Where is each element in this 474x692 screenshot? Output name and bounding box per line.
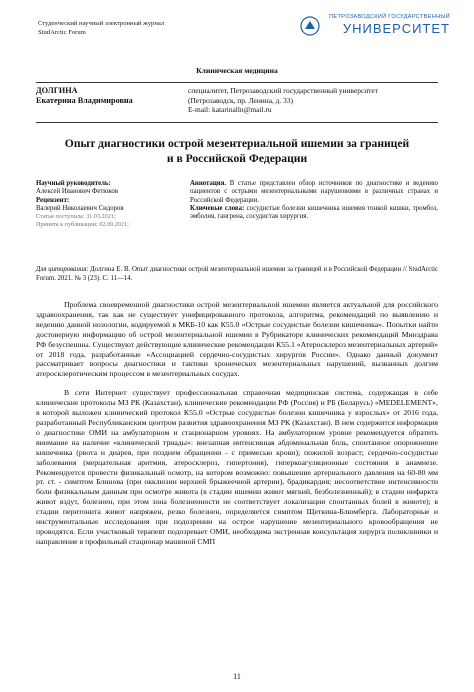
author-surname: ДОЛГИНА <box>36 86 78 95</box>
affiliation-address: (Петрозаводск, пр. Ленина, д. 33) <box>188 95 293 105</box>
reviewer-label: Рецензент: <box>36 196 70 204</box>
journal-name-en: StudArctic Forum <box>38 28 86 36</box>
author-given-name: Екатерина Владимировна <box>36 96 133 105</box>
citation <box>36 266 438 283</box>
affiliation-line: специалитет, Петрозаводский государственный университет <box>188 86 378 95</box>
keywords-label: Ключевые слова: <box>190 204 245 212</box>
reviewer-name: Валерий Николаевич Сидоров <box>36 204 124 212</box>
abstract-label: Аннотация. <box>190 180 227 187</box>
citation-text: : Долгина Е. В. Опыт диагностики острой мезентериальной ишемии за границей и в Российской Федерации // StudArctic Forum. 2021. № 3 (23). С. 11—14. <box>36 266 438 282</box>
author-email[interactable]: E-mail: katarinalln@mail.ru <box>188 105 272 115</box>
abstract-block <box>190 180 438 221</box>
university-emblem-icon <box>300 16 320 36</box>
article-meta <box>36 180 186 230</box>
section-heading: Клиническая медицина <box>196 66 278 75</box>
divider <box>36 82 438 83</box>
logo-top-text: ПЕТРОЗАВОДСКИЙ ГОСУДАРСТВЕННЫЙ <box>329 14 450 20</box>
title-line: и в Российской Федерации <box>166 152 308 165</box>
logo-main-text: УНИВЕРСИТЕТ <box>342 21 450 36</box>
supervisor-label: Научный руководитель: <box>36 180 111 187</box>
page-number: 11 <box>233 672 241 681</box>
accepted-date: Принята к публикации: 02.09.2021; <box>36 221 129 229</box>
paragraph: В сети Интернет существует профессиональная справочная медицинская система, содержащая в себе клинические протоколы МЗ РК (Казахстан), клинические рекомендации РФ (Россия) и РБ (Беларусь) «MEDELEMENT», в которой выложен клинический протокол К55.0 «Острые сосудистые болезни кишечника у взрослых» от 2016 года, разработанный Республиканским центром развития здравоохранения МЗ РК (Казахстан). В нем содержится информация о диагностике ОМИ на амбулаторном и стационарном уровнях. На амбулаторном уровне рекомендуется обратить внимание на наличие «клинической триады»: внезапная интенсивная абдоминальная боль, спонтанное опорожнение кишечника (рвота и диарея, при позднем обращении - с примесью крови); пожилой возраст; сердечно-сосудистые заболевания (мерцательная аритмия, атеросклероз, гипертония), гиперкоагуляционные состояния в анамнезе. Рекомендуется провести физикальный осмотр, на котором возможно: повышение артериального давления на 60-80 мм рт. ст. - симптом Блинова (при окклюзии верхней брыжеечной артерии), брадикардия; несоответствие интенсивности боли физикальным данным при осмотре живота (в стадии ишемии живот мягкий, безболезненный); в стадии инфаркта живот вздут, болезнен, при этом зона болезненности не соответствует локализации спонтанных болей в животе); в стадии перитонита живот напряжен, резко болезнен, определяется симптом Щеткина-Блюмберга. Лабораторные и инструментальные исследования при подозрении на острое нарушение мезентериального кровообращения не проводятся. Если участковый терапевт подозревает ОМИ, необходима экстренная консультация хирурга поликлиники и направление в профильный стационар машиной СМП <box>36 388 438 546</box>
article-title <box>0 136 474 166</box>
journal-header <box>38 20 164 37</box>
university-logo <box>300 14 450 38</box>
supervisor-name: Алексей Иванович Фетюков <box>36 188 118 196</box>
received-date: Статья поступила: 31.03.2021; <box>36 213 116 221</box>
abstract <box>190 180 438 205</box>
keywords <box>190 205 438 222</box>
keywords-text: сосудистые болезни кишечника ишемия тонкой кишки, тромбоз, эмболия, гангрена, сосудистая хирургия. <box>190 204 438 221</box>
paragraph: Проблема своевременной диагностики острой мезентериальной ишемии является актуальной для российского здравоохранения, так как не существует унифицированного протокола, алгоритма, рекомендаций по выявлению и ведению данной нозологии, кодируемой в МКБ-10 как К55.0 «Острые сосудистые болезни кишечника». Попытки найти достоверную информацию об острой мезентериальной ишемии в Рубрикаторе клинических рекомендаций Минздрава РФ безуспешны. Существуют действующие клинические рекомендации К55.1 «Атеросклероз мезентериальных артерий» от 2018 года, разработанные «Ассоциацией сердечно-сосудистых хирургов России». Однако данный документ рассматривает вопросы диагностики и тактики хронических мезентериальных нарушений, вызванных долгим атеросклеротическим процессом в мезентериальных сосудах. <box>36 300 438 379</box>
citation-label: Для цитирования <box>36 266 87 273</box>
author-name <box>36 86 133 106</box>
title-line: Опыт диагностики острой мезентериальной ишемии за границей <box>64 137 410 150</box>
journal-name: Студенческий научный электронный журнал <box>38 20 165 27</box>
divider <box>36 122 438 123</box>
article-body <box>36 300 438 556</box>
abstract-text: В статье представлен обзор источников по диагностике и ведению пациентов с острыми мезентериальными нарушениями в различных странах и Российской Федерации. <box>190 180 438 204</box>
author-affiliation <box>188 86 378 115</box>
author-block <box>36 86 436 120</box>
